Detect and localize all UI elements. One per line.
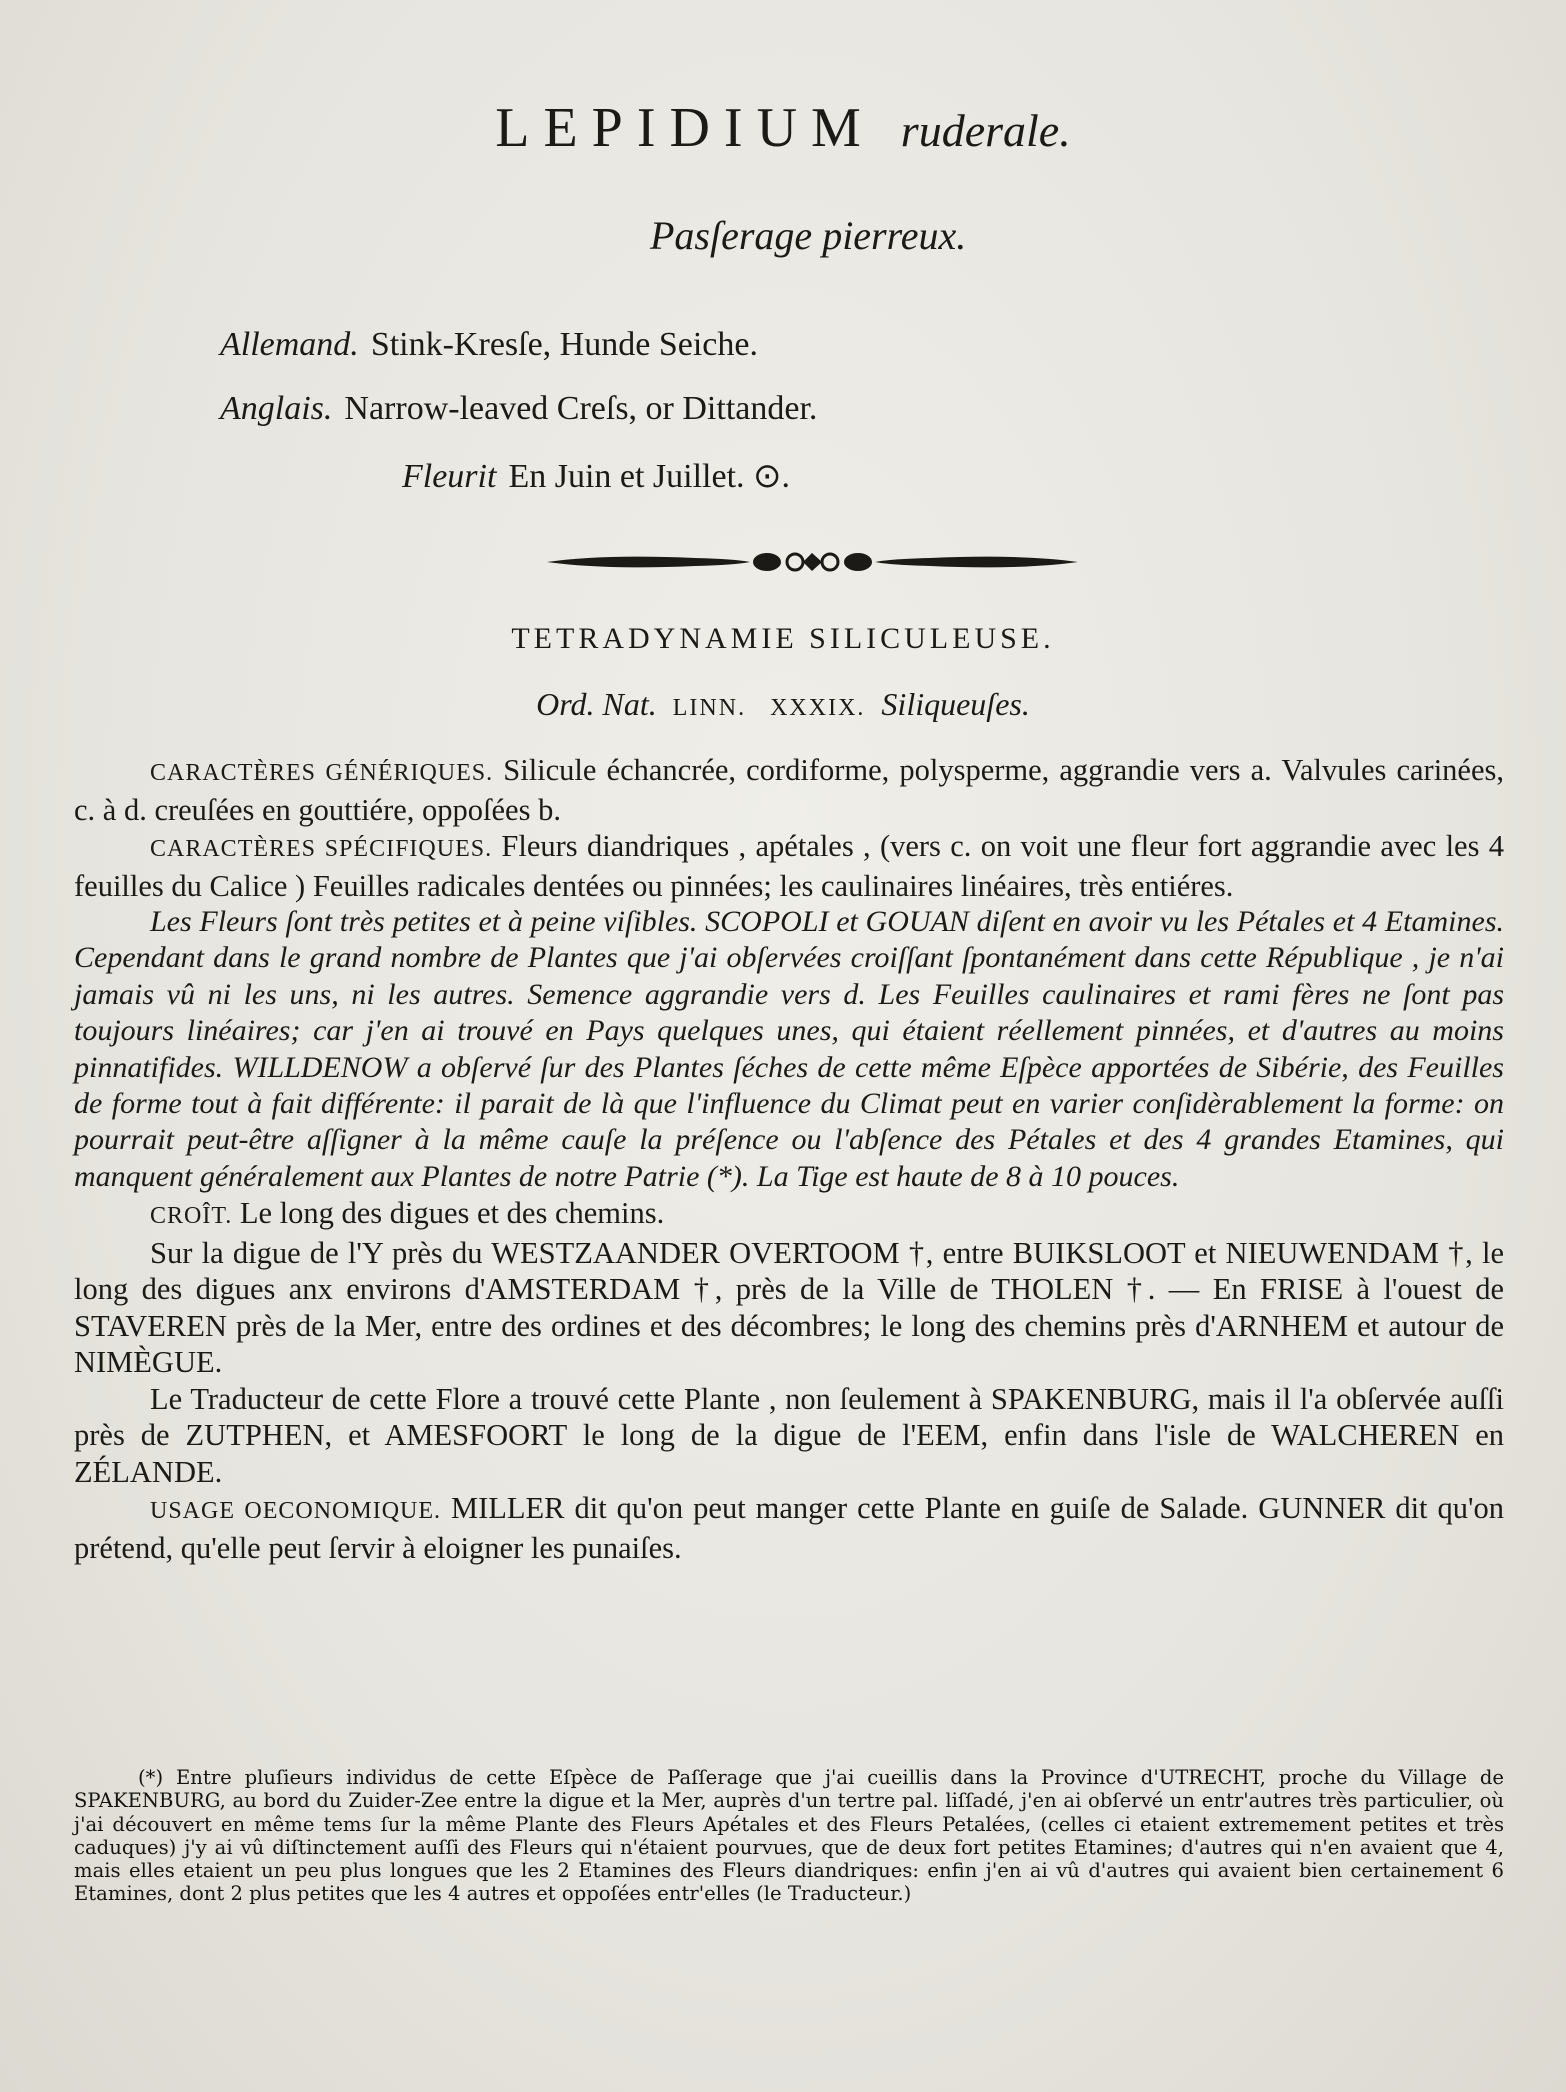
species-name: ruderale. [900,105,1071,156]
language-label: Anglais. [220,390,333,427]
flowering-line [402,456,790,496]
language-label: Allemand. [220,326,359,363]
section-text: Fleurs diandriques , apétales , (vers c. on voit une fleur fort aggrandie avec les 4 feuilles du Calice ) Feuilles radicales dentées ou pinnées; les caulinaires linéaires, très entiéres. [74,829,1505,903]
order-prefix: Ord. Nat. [536,686,657,722]
footnote-text: (*) Entre pluſieurs individus de cette Eſpèce de Paſſerage que j'ai cueillis dans la Province d'UTRECHT, proche du Village de SPAKENBURG, au bord du Zuider-Zee entre la digue et la Mer, auprès d'un tertre pal. liſſadé, j'en ai obſervé un entr'autres très particulier, où j'ai découvert en même tems ſur la même Plante des Fleurs Apétales et des Fleurs Petalées, (celles ci etaient extremement petites et très caduques) j'y ai vû diſtinctement auſſi des Fleurs qui n'étaient pourvues, que de deux fort petites Etamines; d'autres qui n'en avaient que 4, mais elles etaient un peu plus longues que les 2 Etamines des Fleurs diandriques: enfin j'en ai vû d'autres qui avaient bien certainement 6 Etamines, dont 2 plus petites que les 4 autres et oppoſées entr'elles (le Traducteur.) [74,1766,1504,1906]
ornament-divider [545,542,1080,582]
german-name-line [220,326,758,364]
usage-paragraph [74,1490,1504,1566]
flowering-label: Fleurit [402,458,497,495]
section-label: CARACTÈRES GÉNÉRIQUES. [150,760,494,786]
natural-order [0,686,1566,723]
french-common-name: Pasſerage pierreux. [650,213,967,258]
section-label: CARACTÈRES SPÉCIFIQUES. [150,836,493,862]
section-text: Silicule échancrée, cordiforme, polysperme, aggrandie vers a. Valvules carinées, c. à d. creuſées en gouttiére, oppoſées b. [74,753,1504,827]
localities-paragraph: Sur la digue de l'Y près du WESTZAANDER OVERTOOM †, entre BUIKSLOOT et NIEUWENDAM †, le long des digues anx environs d'AMSTERDAM †, près de la Ville de THOLEN †. — En FRISE à l'ouest de STAVEREN près de la Mer, entre des ordines et des décombres; le long des chemins près d'ARNHEM et autour de NIMÈGUE. [74,1235,1504,1380]
habitat-paragraph [74,1195,1504,1235]
specific-characters [74,828,1504,904]
vernacular-name: Narrow-leaved Creſs, or Dittander. [344,390,818,427]
order-family: Siliqueuſes. [881,686,1030,722]
observation-note: Les Fleurs ſont très petites et à peine viſibles. SCOPOLI et GOUAN diſent en avoir vu les Pétales et 4 Etamines. Cependant dans le grand nombre de Plantes que j'ai obſervées croiſſant ſpontanément dans cette République , je n'ai jamais vû ni les uns, ni les autres. Semence aggrandie vers d. Les Feuilles caulinaires et rami fères ne ſont pas toujours linéaires; car j'en ai trouvé en Pays quelques unes, qui étaient réellement pinnées, et d'autres au moins pinnatifides. WILLDENOW a obſervé ſur des Plantes ſéches de cette même Eſpèce apportées de Sibérie, des Feuilles de forme tout à fait différente: il parait de là que l'influence du Climat peut en varier conſidèrablement la forme: on pourrait peut-être aſſigner à la même cauſe la préſence ou l'abſence des Pétales et des 4 grandes Etamines, qui manquent généralement aux Plantes de notre Patrie (*). La Tige est haute de 8 à 10 pouces. [74,905,1504,1193]
footnote [74,1766,1504,1906]
section-text: Le long des digues et des chemins. [239,1196,665,1231]
generic-characters [74,752,1504,828]
main-text [74,752,1504,1566]
order-number: XXXIX. [770,695,866,721]
flowering-period: En Juin et Juillet. ⊙. [508,458,791,495]
section-label: CROÎT. [150,1203,233,1230]
english-name-line [220,390,817,428]
genus-name: LEPIDIUM [495,97,875,159]
order-author: LINN. [672,695,747,721]
page-title [0,96,1566,160]
linnaean-class: TETRADYNAMIE SILICULEUSE. [511,622,1055,655]
section-label: USAGE OECONOMIQUE. [150,1498,442,1525]
section-text: MILLER dit qu'on peut manger cette Plante en guiſe de Salade. GUNNER dit qu'on prétend, qu'elle peut ſervir à eloigner les punaiſes. [74,1491,1504,1565]
translator-paragraph: Le Traducteur de cette Flore a trouvé cette Plante , non ſeulement à SPAKENBURG, mais il l'a obſervée auſſi près de ZUTPHEN, et AMESFOORT le long de la digue de l'EEM, enfin dans l'isle de WALCHEREN en ZÉLANDE. [74,1381,1504,1489]
vernacular-name: Stink-Kresſe, Hunde Seiche. [370,326,758,363]
